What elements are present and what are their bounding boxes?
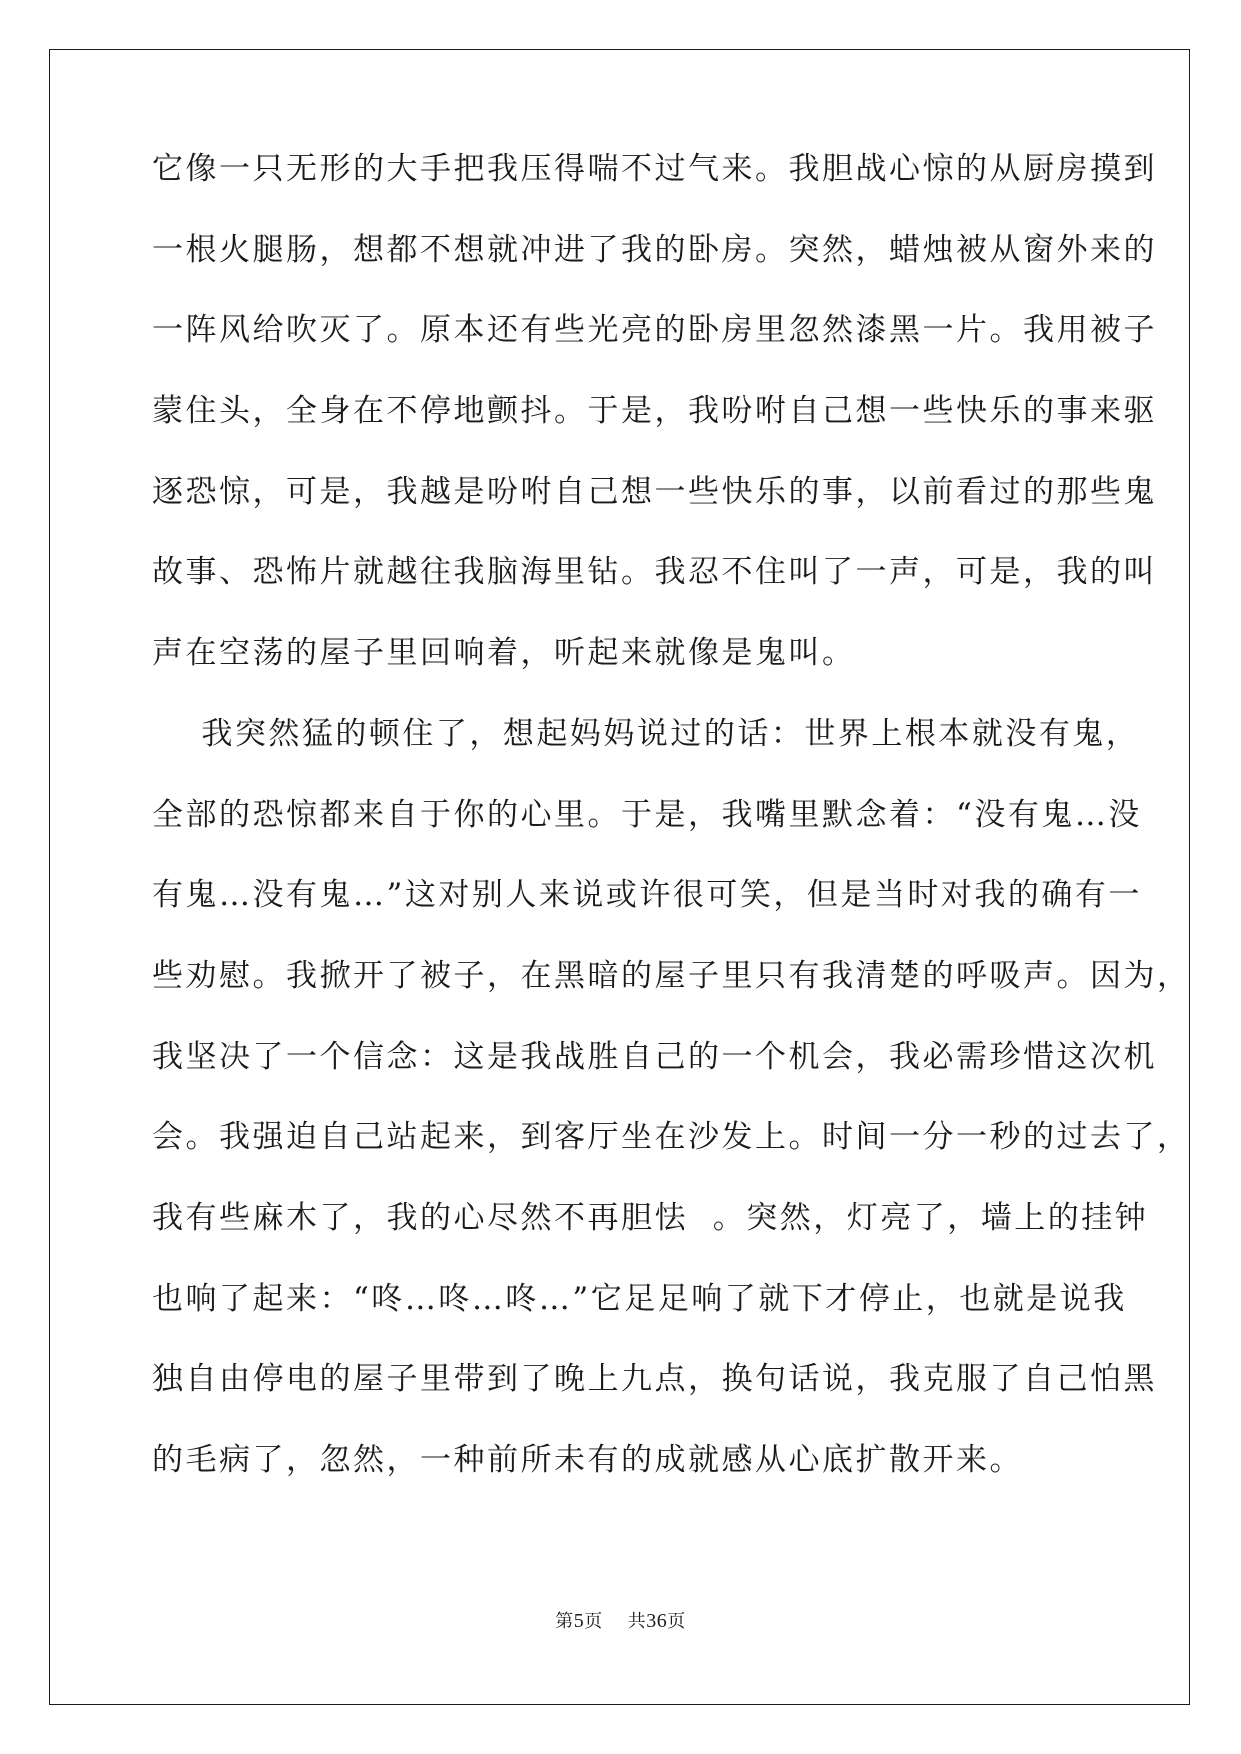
text-line: 蒙住头，全身在不停地颤抖。于是，我吩咐自己想一些快乐的事来驱 — [152, 393, 1157, 430]
text-line: 我突然猛的顿住了，想起妈妈说过的话：世界上根本就没有鬼， — [152, 715, 1140, 752]
text-line: 我坚决了一个信念：这是我战胜自己的一个机会，我必需珍惜这次机 — [152, 1038, 1157, 1075]
footer-prefix: 第 — [555, 1611, 574, 1632]
text-line: 逐恐惊，可是，我越是吩咐自己想一些快乐的事，以前看过的那些鬼 — [152, 473, 1157, 510]
footer-suffix: 页 — [667, 1611, 686, 1632]
page-footer — [0, 1607, 1241, 1633]
text-line: 的毛病了，忽然，一种前所未有的成就感从心底扩散开来。 — [152, 1442, 1023, 1478]
total-page-count: 36 — [646, 1610, 668, 1632]
text-line: 我有些麻木了，我的心尽然不再胆怯 。突然，灯亮了，墙上的挂钟 — [152, 1199, 1149, 1236]
text-line: 全部的恐惊都来自于你的心里。于是，我嘴里默念着：“没有鬼…没 — [152, 796, 1142, 833]
text-line: 故事、恐怖片就越往我脑海里钻。我忍不住叫了一声，可是，我的叫 — [152, 554, 1157, 591]
document-body — [152, 151, 1191, 1526]
text-line: 一根火腿肠，想都不想就冲进了我的卧房。突然，蜡烛被从窗外来的 — [152, 231, 1157, 268]
text-line: 些劝慰。我掀开了被子，在黑暗的屋子里只有我清楚的呼吸声。因为， — [152, 957, 1191, 994]
text-line: 也响了起来：“咚…咚…咚…”它足足响了就下才停止，也就是说我 — [152, 1280, 1127, 1317]
text-line: 有鬼…没有鬼…”这对别人来说或许很可笑，但是当时对我的确有一 — [152, 877, 1142, 914]
text-line: 一阵风给吹灭了。原本还有些光亮的卧房里忽然漆黑一片。我用被子 — [152, 312, 1157, 349]
current-page-number: 5 — [573, 1610, 585, 1632]
footer-mid: 页 共 — [584, 1611, 647, 1632]
text-line: 它像一只无形的大手把我压得喘不过气来。我胆战心惊的从厨房摸到 — [152, 151, 1157, 187]
text-line: 会。我强迫自己站起来，到客厅坐在沙发上。时间一分一秒的过去了， — [152, 1119, 1191, 1156]
text-line: 声在空荡的屋子里回响着，听起来就像是鬼叫。 — [152, 635, 856, 672]
text-line: 独自由停电的屋子里带到了晚上九点，换句话说，我克服了自己怕黑 — [152, 1361, 1157, 1398]
